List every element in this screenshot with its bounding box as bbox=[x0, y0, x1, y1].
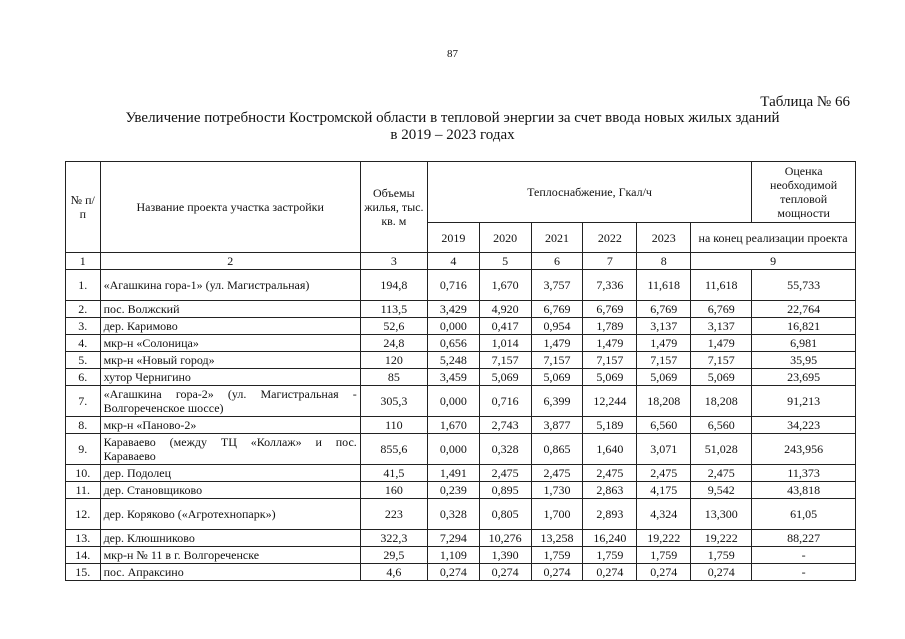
project-name: пос. Волжский bbox=[100, 301, 360, 318]
page-number: 87 bbox=[447, 48, 458, 60]
row-number: 14. bbox=[66, 547, 101, 564]
header-index-row bbox=[66, 253, 856, 270]
value-2019: 0,000 bbox=[427, 386, 479, 417]
table-row bbox=[66, 270, 856, 301]
column-index: 2 bbox=[100, 253, 360, 270]
header-end-of-project: на конец реализации проекта bbox=[691, 223, 856, 253]
column-index: 8 bbox=[637, 253, 691, 270]
column-index: 7 bbox=[583, 253, 637, 270]
table-row bbox=[66, 482, 856, 499]
value-2021: 3,877 bbox=[531, 417, 583, 434]
value-end-of-project: 2,475 bbox=[691, 465, 752, 482]
value-2022: 2,863 bbox=[583, 482, 637, 499]
value-estimate: 16,821 bbox=[752, 318, 856, 335]
table-row bbox=[66, 499, 856, 530]
table-row bbox=[66, 318, 856, 335]
column-index: 3 bbox=[360, 253, 427, 270]
value-2023: 6,560 bbox=[637, 417, 691, 434]
value-2021: 1,700 bbox=[531, 499, 583, 530]
value-estimate: 61,05 bbox=[752, 499, 856, 530]
value-2020: 1,390 bbox=[479, 547, 531, 564]
value-2023: 19,222 bbox=[637, 530, 691, 547]
row-number: 15. bbox=[66, 564, 101, 581]
housing-volume: 113,5 bbox=[360, 301, 427, 318]
value-2021: 0,865 bbox=[531, 434, 583, 465]
value-2022: 1,479 bbox=[583, 335, 637, 352]
table-row bbox=[66, 335, 856, 352]
value-2023: 6,769 bbox=[637, 301, 691, 318]
header-num: № п/п bbox=[66, 162, 101, 253]
value-2021: 13,258 bbox=[531, 530, 583, 547]
value-end-of-project: 13,300 bbox=[691, 499, 752, 530]
table-label: Таблица № 66 bbox=[760, 94, 850, 110]
value-2019: 1,670 bbox=[427, 417, 479, 434]
housing-volume: 305,3 bbox=[360, 386, 427, 417]
project-name: дер. Клюшниково bbox=[100, 530, 360, 547]
value-2021: 7,157 bbox=[531, 352, 583, 369]
value-estimate: 23,695 bbox=[752, 369, 856, 386]
housing-volume: 322,3 bbox=[360, 530, 427, 547]
heat-demand-table bbox=[65, 161, 856, 581]
project-name: мкр-н «Новый город» bbox=[100, 352, 360, 369]
value-2021: 1,479 bbox=[531, 335, 583, 352]
document-title bbox=[60, 110, 845, 144]
header-row-1 bbox=[66, 162, 856, 223]
project-name: дер. Коряково («Агротехнопарк») bbox=[100, 499, 360, 530]
value-2022: 1,640 bbox=[583, 434, 637, 465]
housing-volume: 4,6 bbox=[360, 564, 427, 581]
project-name: «Агашкина гора-2» (ул. Магистральная - Волгореченское шоссе) bbox=[100, 386, 360, 417]
value-2019: 0,239 bbox=[427, 482, 479, 499]
value-2021: 0,954 bbox=[531, 318, 583, 335]
housing-volume: 24,8 bbox=[360, 335, 427, 352]
value-2021: 6,399 bbox=[531, 386, 583, 417]
housing-volume: 223 bbox=[360, 499, 427, 530]
housing-volume: 194,8 bbox=[360, 270, 427, 301]
value-2020: 0,716 bbox=[479, 386, 531, 417]
table-row bbox=[66, 530, 856, 547]
value-2020: 2,743 bbox=[479, 417, 531, 434]
value-estimate: 55,733 bbox=[752, 270, 856, 301]
value-2019: 0,328 bbox=[427, 499, 479, 530]
title-line-2: в 2019 – 2023 годах bbox=[390, 127, 515, 143]
project-name: хутор Чернигино bbox=[100, 369, 360, 386]
table-row bbox=[66, 301, 856, 318]
value-2020: 0,328 bbox=[479, 434, 531, 465]
value-2021: 2,475 bbox=[531, 465, 583, 482]
value-2019: 1,109 bbox=[427, 547, 479, 564]
value-2023: 18,208 bbox=[637, 386, 691, 417]
value-estimate: - bbox=[752, 547, 856, 564]
table-row bbox=[66, 417, 856, 434]
value-2019: 0,000 bbox=[427, 434, 479, 465]
value-2019: 1,491 bbox=[427, 465, 479, 482]
value-2022: 6,769 bbox=[583, 301, 637, 318]
table-row bbox=[66, 434, 856, 465]
project-name: дер. Каримово bbox=[100, 318, 360, 335]
value-estimate: 6,981 bbox=[752, 335, 856, 352]
value-2019: 3,429 bbox=[427, 301, 479, 318]
value-2020: 10,276 bbox=[479, 530, 531, 547]
value-2022: 7,336 bbox=[583, 270, 637, 301]
value-2019: 3,459 bbox=[427, 369, 479, 386]
value-end-of-project: 5,069 bbox=[691, 369, 752, 386]
value-2023: 2,475 bbox=[637, 465, 691, 482]
value-2023: 3,137 bbox=[637, 318, 691, 335]
value-2019: 0,716 bbox=[427, 270, 479, 301]
table-row bbox=[66, 547, 856, 564]
value-2023: 5,069 bbox=[637, 369, 691, 386]
housing-volume: 855,6 bbox=[360, 434, 427, 465]
value-end-of-project: 18,208 bbox=[691, 386, 752, 417]
value-2021: 0,274 bbox=[531, 564, 583, 581]
value-2020: 4,920 bbox=[479, 301, 531, 318]
value-estimate: 91,213 bbox=[752, 386, 856, 417]
housing-volume: 52,6 bbox=[360, 318, 427, 335]
value-estimate: 11,373 bbox=[752, 465, 856, 482]
value-2022: 16,240 bbox=[583, 530, 637, 547]
value-end-of-project: 9,542 bbox=[691, 482, 752, 499]
value-estimate: 35,95 bbox=[752, 352, 856, 369]
column-index: 1 bbox=[66, 253, 101, 270]
row-number: 8. bbox=[66, 417, 101, 434]
value-2022: 1,759 bbox=[583, 547, 637, 564]
value-end-of-project: 1,759 bbox=[691, 547, 752, 564]
value-2022: 12,244 bbox=[583, 386, 637, 417]
header-year-2021: 2021 bbox=[531, 223, 583, 253]
value-2022: 2,475 bbox=[583, 465, 637, 482]
project-name: мкр-н «Солоница» bbox=[100, 335, 360, 352]
value-2020: 1,670 bbox=[479, 270, 531, 301]
header-year-2022: 2022 bbox=[583, 223, 637, 253]
column-index: 9 bbox=[691, 253, 856, 270]
value-2021: 1,730 bbox=[531, 482, 583, 499]
value-2022: 5,189 bbox=[583, 417, 637, 434]
value-estimate: 43,818 bbox=[752, 482, 856, 499]
row-number: 5. bbox=[66, 352, 101, 369]
value-2023: 7,157 bbox=[637, 352, 691, 369]
header-heat-supply: Теплоснабжение, Гкал/ч bbox=[427, 162, 751, 223]
value-2020: 0,805 bbox=[479, 499, 531, 530]
row-number: 7. bbox=[66, 386, 101, 417]
row-number: 2. bbox=[66, 301, 101, 318]
column-index: 5 bbox=[479, 253, 531, 270]
value-2019: 0,000 bbox=[427, 318, 479, 335]
value-2023: 11,618 bbox=[637, 270, 691, 301]
header-volume: Объемы жилья, тыс. кв. м bbox=[360, 162, 427, 253]
value-end-of-project: 6,769 bbox=[691, 301, 752, 318]
value-2023: 4,175 bbox=[637, 482, 691, 499]
row-number: 12. bbox=[66, 499, 101, 530]
value-2020: 5,069 bbox=[479, 369, 531, 386]
value-2020: 7,157 bbox=[479, 352, 531, 369]
value-estimate: - bbox=[752, 564, 856, 581]
value-end-of-project: 19,222 bbox=[691, 530, 752, 547]
value-2019: 0,656 bbox=[427, 335, 479, 352]
header-estimate: Оценка необходимой тепловой мощности bbox=[752, 162, 856, 223]
value-estimate: 243,956 bbox=[752, 434, 856, 465]
column-index: 6 bbox=[531, 253, 583, 270]
row-number: 6. bbox=[66, 369, 101, 386]
value-estimate: 22,764 bbox=[752, 301, 856, 318]
value-2019: 0,274 bbox=[427, 564, 479, 581]
value-end-of-project: 3,137 bbox=[691, 318, 752, 335]
housing-volume: 160 bbox=[360, 482, 427, 499]
value-2020: 2,475 bbox=[479, 465, 531, 482]
value-2019: 7,294 bbox=[427, 530, 479, 547]
value-2022: 5,069 bbox=[583, 369, 637, 386]
header-year-2020: 2020 bbox=[479, 223, 531, 253]
value-2023: 0,274 bbox=[637, 564, 691, 581]
project-name: пос. Апраксино bbox=[100, 564, 360, 581]
header-name: Название проекта участка застройки bbox=[100, 162, 360, 253]
value-2022: 0,274 bbox=[583, 564, 637, 581]
value-2020: 0,417 bbox=[479, 318, 531, 335]
value-end-of-project: 1,479 bbox=[691, 335, 752, 352]
project-name: дер. Становщиково bbox=[100, 482, 360, 499]
column-index: 4 bbox=[427, 253, 479, 270]
row-number: 11. bbox=[66, 482, 101, 499]
housing-volume: 110 bbox=[360, 417, 427, 434]
value-2022: 1,789 bbox=[583, 318, 637, 335]
table-body bbox=[66, 270, 856, 581]
row-number: 13. bbox=[66, 530, 101, 547]
project-name: мкр-н «Паново-2» bbox=[100, 417, 360, 434]
value-2020: 1,014 bbox=[479, 335, 531, 352]
value-2021: 1,759 bbox=[531, 547, 583, 564]
housing-volume: 85 bbox=[360, 369, 427, 386]
row-number: 3. bbox=[66, 318, 101, 335]
table-row bbox=[66, 352, 856, 369]
value-2022: 2,893 bbox=[583, 499, 637, 530]
value-2021: 6,769 bbox=[531, 301, 583, 318]
project-name: мкр-н № 11 в г. Волгореченске bbox=[100, 547, 360, 564]
value-2020: 0,274 bbox=[479, 564, 531, 581]
housing-volume: 120 bbox=[360, 352, 427, 369]
value-2019: 5,248 bbox=[427, 352, 479, 369]
row-number: 1. bbox=[66, 270, 101, 301]
value-end-of-project: 0,274 bbox=[691, 564, 752, 581]
housing-volume: 41,5 bbox=[360, 465, 427, 482]
title-line-1: Увеличение потребности Костромской области в тепловой энергии за счет ввода новых жилых зданий bbox=[125, 110, 780, 126]
row-number: 10. bbox=[66, 465, 101, 482]
table-row bbox=[66, 564, 856, 581]
value-end-of-project: 7,157 bbox=[691, 352, 752, 369]
table-row bbox=[66, 369, 856, 386]
value-estimate: 88,227 bbox=[752, 530, 856, 547]
value-2021: 3,757 bbox=[531, 270, 583, 301]
value-2022: 7,157 bbox=[583, 352, 637, 369]
value-2021: 5,069 bbox=[531, 369, 583, 386]
value-2023: 1,759 bbox=[637, 547, 691, 564]
row-number: 4. bbox=[66, 335, 101, 352]
value-2020: 0,895 bbox=[479, 482, 531, 499]
project-name: дер. Подолец bbox=[100, 465, 360, 482]
project-name: «Агашкина гора-1» (ул. Магистральная) bbox=[100, 270, 360, 301]
value-end-of-project: 6,560 bbox=[691, 417, 752, 434]
value-2023: 4,324 bbox=[637, 499, 691, 530]
project-name: Караваево (между ТЦ «Коллаж» и пос. Караваево bbox=[100, 434, 360, 465]
table-row bbox=[66, 386, 856, 417]
value-end-of-project: 11,618 bbox=[691, 270, 752, 301]
value-2023: 3,071 bbox=[637, 434, 691, 465]
header-year-2023: 2023 bbox=[637, 223, 691, 253]
header-year-2019: 2019 bbox=[427, 223, 479, 253]
value-estimate: 34,223 bbox=[752, 417, 856, 434]
housing-volume: 29,5 bbox=[360, 547, 427, 564]
row-number: 9. bbox=[66, 434, 101, 465]
value-2023: 1,479 bbox=[637, 335, 691, 352]
value-end-of-project: 51,028 bbox=[691, 434, 752, 465]
table-header bbox=[66, 162, 856, 270]
table-row bbox=[66, 465, 856, 482]
